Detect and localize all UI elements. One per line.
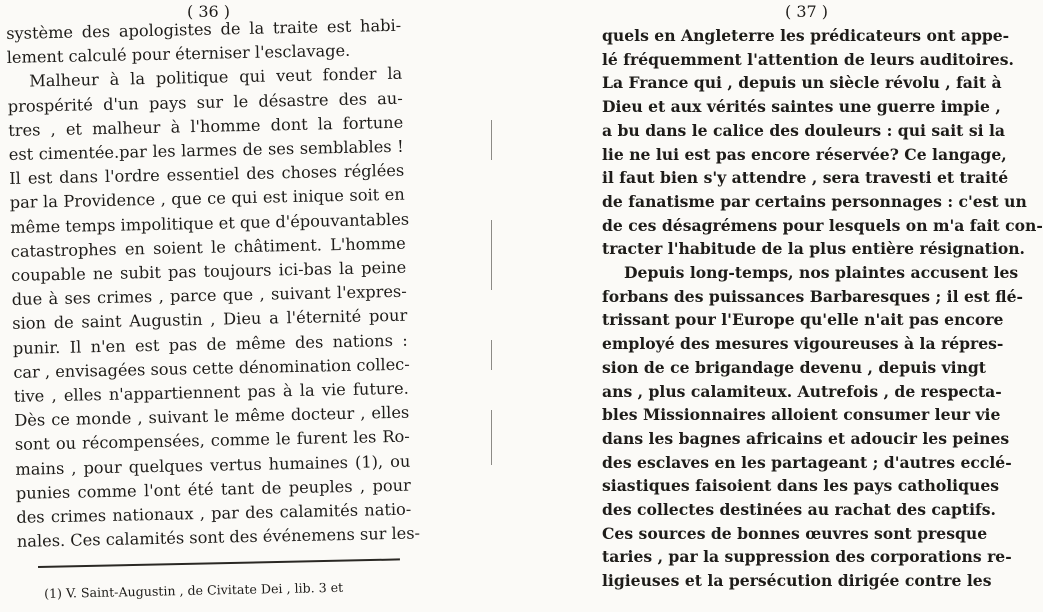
text-line: quels en Angleterre les prédicateurs ont appe- <box>602 26 1010 45</box>
text-line: forbans des puissances Barbaresques ; il est flé- <box>602 286 1024 306</box>
text-line: lé fréquemment l'attention de leurs auditoires. <box>602 49 1014 69</box>
text-line: Malheur à la politique qui veut fonder la <box>29 64 403 91</box>
text-line: ans , plus calamiteux. Autrefois , de respecta- <box>602 381 1002 401</box>
text-line: sion de ce brigandage devenu , depuis vingt <box>602 357 987 377</box>
gutter-shadow <box>485 120 497 540</box>
text-line: sion de saint Augustin , Dieu a l'éternité pour <box>12 306 408 334</box>
text-line: catastrophes en soient le châtiment. L'homme <box>10 233 406 261</box>
text-line: est cimentée.par les larmes de ses semblables ! <box>8 136 404 164</box>
text-line: ligieuses et la persécution dirigée contre les <box>602 571 992 591</box>
text-line: système des apologistes de la traite est habi- <box>6 15 402 43</box>
text-line: tracter l'habitude de la plus entière résignation. <box>602 239 1025 259</box>
text-line: même temps impolitique et que d'épouvantables <box>10 209 410 237</box>
text-line: La France qui , depuis un siècle révolu , fait à <box>602 73 1002 93</box>
left-page <box>0 0 470 612</box>
left-page-number: ( 36 ) <box>187 2 231 21</box>
text-line: Ces sources de bonnes œuvres sont presque <box>602 523 988 543</box>
right-page-body <box>602 24 1043 593</box>
text-line: employé des mesures vigoureuses à la répres- <box>602 334 1004 354</box>
text-line: lement calculé pour éterniser l'esclavage. <box>6 41 351 68</box>
right-page <box>582 0 1043 612</box>
text-line: Dès ce monde , suivant le même docteur , elles <box>14 402 410 431</box>
left-page-body <box>6 14 421 555</box>
text-line: trissant pour l'Europe qu'elle n'ait pas encore <box>602 310 1004 330</box>
text-line: tive , elles n'appartiennent pas à la vie future. <box>13 378 409 406</box>
text-line: des collectes destinées au rachat des captifs. <box>602 500 996 520</box>
text-line: Dieu et aux vérités saintes une guerre impie , <box>602 97 1001 117</box>
text-line: par la Providence , que ce qui est inique soit en <box>9 185 405 213</box>
text-line: a bu dans le calice des douleurs : qui sait si la <box>602 120 1005 140</box>
text-line: due à ses crimes , parce que , suivant l'expres- <box>11 281 407 310</box>
text-line: mains , pour quelques vertus humaines (1), ou <box>15 451 411 479</box>
text-line: bles Missionnaires alloient consumer leur vie <box>602 405 1001 425</box>
text-line: de fanatisme par certains personnages : c'est un <box>602 191 1027 211</box>
text-line: tres , et malheur à l'homme dont la fortune <box>8 112 404 140</box>
text-line: punies comme l'ont été tant de peuples , pour <box>15 475 411 503</box>
text-line: nales. Ces calamités sont des événemens sur les- <box>16 523 421 552</box>
text-line: taries , par la suppression des corporations re- <box>602 547 1012 567</box>
text-line: de ces désagrémens pour lesquels on m'a fait con- <box>602 215 1043 235</box>
text-line: prospérité d'un pays sur le désastre des au- <box>7 88 403 116</box>
text-line: punir. Il n'en est pas de même des nations : <box>12 330 408 358</box>
text-line: car , envisagées sous cette dénomination collec- <box>13 354 410 382</box>
text-line: lie ne lui est pas encore réservée? Ce langage, <box>602 144 1007 164</box>
footnote: (1) V. Saint-Augustin , de Civitate Dei , lib. 3 et <box>44 579 344 601</box>
text-line: siastiques faisoient dans les pays catholiques <box>602 476 1000 496</box>
text-line: coupable ne subit pas toujours ici-bas la peine <box>11 257 407 285</box>
text-line: Il est dans l'ordre essentiel des choses réglées <box>9 160 405 189</box>
text-line: des crimes nationaux , par des calamités natio- <box>16 499 412 527</box>
text-line: des esclaves en les partageant ; d'autres ecclé- <box>602 452 1012 472</box>
text-line: il faut bien s'y attendre , sera travesti et traité <box>602 168 1009 188</box>
footnote-rule <box>38 558 400 568</box>
text-line: Depuis long-temps, nos plaintes accusent les <box>624 263 1019 283</box>
text-line: dans les bagnes africains et adoucir les peines <box>602 428 1010 448</box>
right-page-number: ( 37 ) <box>785 2 829 21</box>
text-line: sont ou récompensées, comme le furent les Ro- <box>14 427 410 455</box>
